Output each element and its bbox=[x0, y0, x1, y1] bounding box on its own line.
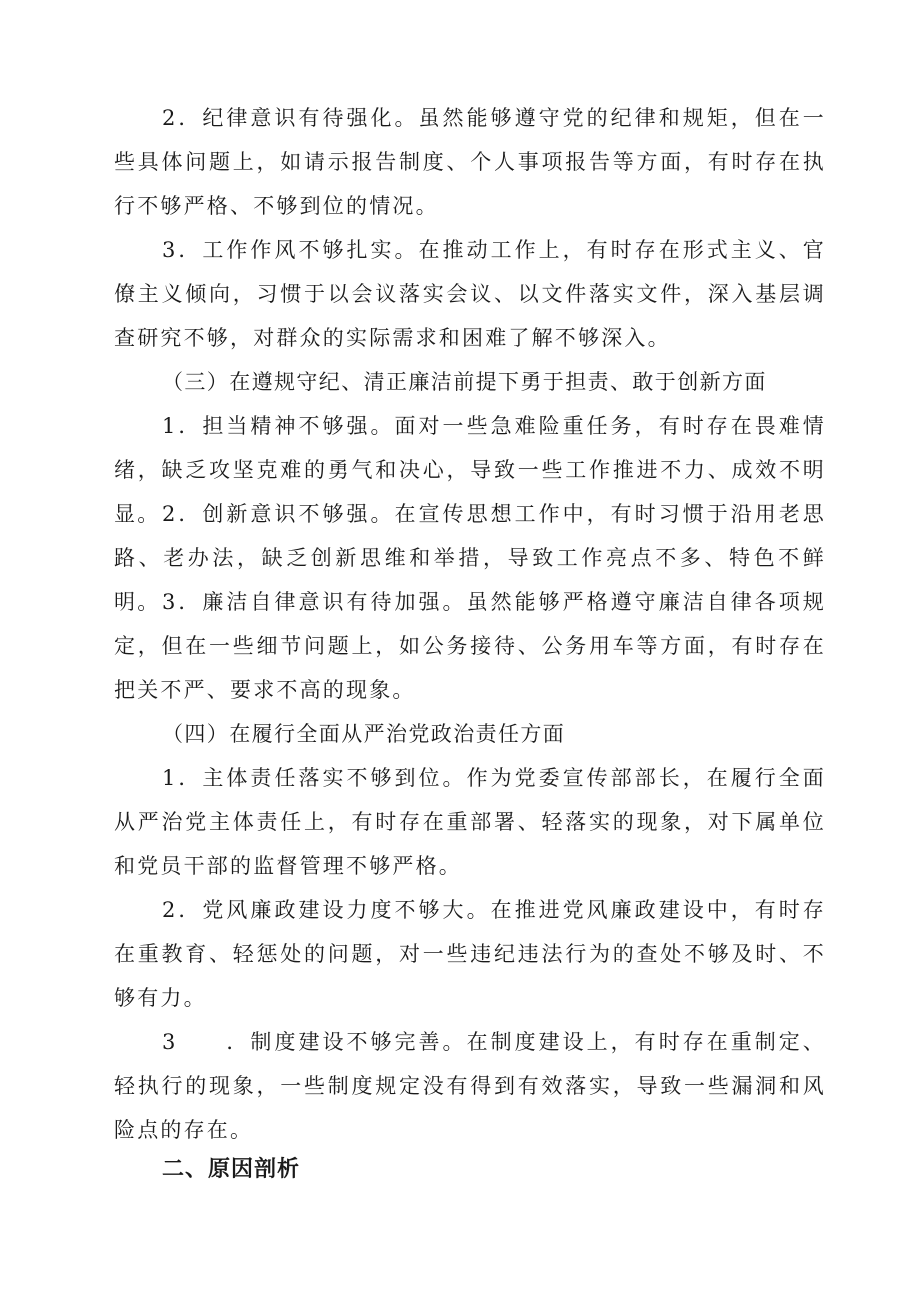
paragraph-responsibility: 1．担当精神不够强。面对一些急难险重任务，有时存在畏难情绪，缺乏攻坚克难的勇气和决心，导致一些工作推进不力、成效不明显。 bbox=[114, 414, 826, 526]
paragraph-integrity: 3．廉洁自律意识有待加强。虽然能够严格遵守廉洁自律各项规定，但在一些细节问题上，如公务接待、公务用车等方面，有时存在把关不严、要求不高的现象。 bbox=[114, 590, 826, 702]
paragraph-party-conduct: 2．党风廉政建设力度不够大。在推进党风廉政建设中，有时存在重教育、轻惩处的问题，对一些违纪违法行为的查处不够及时、不够有力。 bbox=[114, 898, 826, 1010]
paragraph-system-building: 3 ．制度建设不够完善。在制度建设上，有时存在重制定、轻执行的现象，一些制度规定没有得到有效落实，导致一些漏洞和风险点的存在。 bbox=[114, 1030, 826, 1142]
paragraph-main-responsibility: 1．主体责任落实不够到位。作为党委宣传部部长，在履行全面从严治党主体责任上，有时存在重部署、轻落实的现象，对下属单位和党员干部的监督管理不够严格。 bbox=[114, 766, 826, 878]
chapter-heading-cause-analysis: 二、原因剖析 bbox=[162, 1157, 301, 1182]
paragraph-discipline-awareness: 2．纪律意识有待强化。虽然能够遵守党的纪律和规矩，但在一些具体问题上，如请示报告制度、个人事项报告等方面，有时存在执行不够严格、不够到位的情况。 bbox=[114, 106, 826, 218]
section-heading-three: （三）在遵规守纪、清正廉洁前提下勇于担责、敢于创新方面 bbox=[162, 370, 767, 394]
paragraph-innovation: 2．创新意识不够强。在宣传思想工作中，有时习惯于沿用老思路、老办法，缺乏创新思维和举措，导致工作亮点不多、特色不鲜明。 bbox=[114, 502, 826, 614]
paragraph-work-style: 3．工作作风不够扎实。在推动工作上，有时存在形式主义、官僚主义倾向，习惯于以会议落实会议、以文件落实文件，深入基层调查研究不够，对群众的实际需求和困难了解不够深入。 bbox=[114, 238, 826, 350]
section-heading-four: （四）在履行全面从严治党政治责任方面 bbox=[162, 722, 566, 746]
